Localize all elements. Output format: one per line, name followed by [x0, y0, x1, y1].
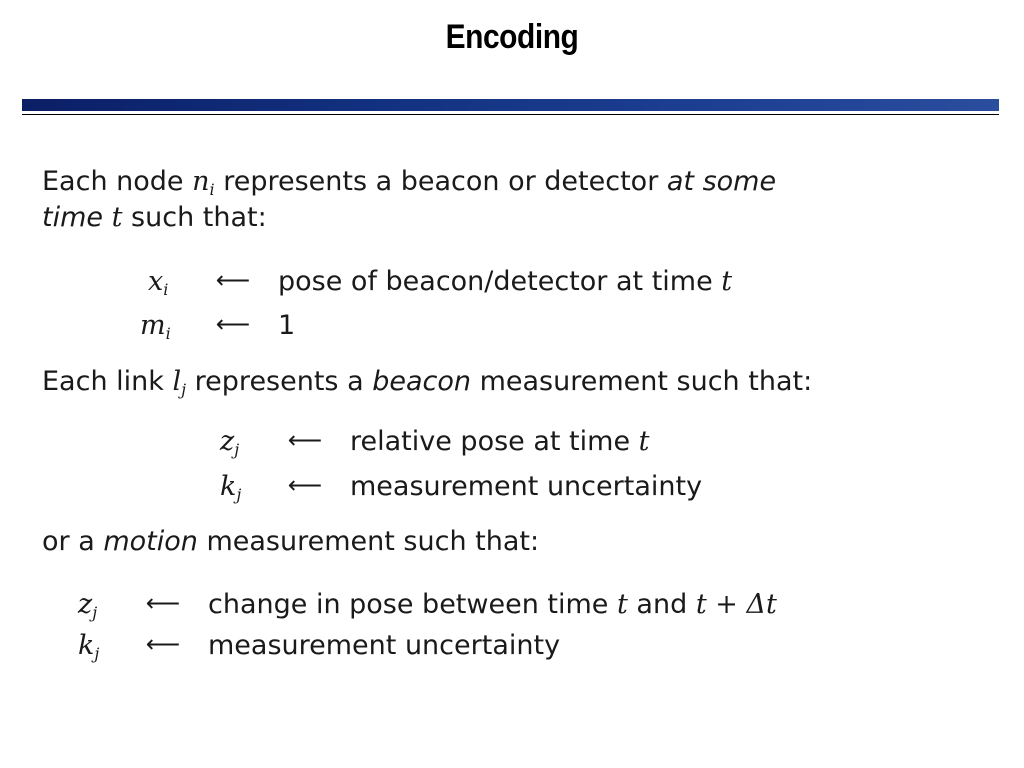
eq-lhs-symbol: z	[78, 589, 93, 620]
link-var-symbol: l	[172, 366, 182, 397]
eq-rhs-math: t + Δt	[695, 589, 777, 620]
node-eq-row	[148, 264, 732, 300]
motion-text-suffix: measurement such that:	[197, 526, 540, 557]
motion-text-emphasis: motion	[103, 526, 198, 557]
eq-rhs-text: pose of beacon/detector at time	[278, 266, 722, 297]
left-arrow-icon: ⟵	[145, 589, 181, 617]
left-arrow-icon: ⟵	[215, 310, 251, 338]
motion-text-prefix: or a	[42, 526, 104, 557]
eq-rhs-var: t	[616, 589, 628, 620]
eq-rhs	[350, 424, 650, 460]
eq-lhs-symbol: z	[220, 426, 235, 457]
eq-lhs-subscript: j	[234, 440, 240, 459]
eq-lhs	[148, 264, 188, 300]
link-text-prefix: Each link	[42, 366, 173, 397]
motion-eq-row	[78, 587, 777, 623]
node-line2-emphasis: time	[42, 202, 104, 233]
eq-lhs	[78, 587, 118, 623]
motion-eq-row	[78, 628, 560, 664]
title-rule-bar	[22, 99, 999, 111]
left-arrow-icon: ⟵	[145, 630, 181, 658]
eq-lhs-symbol: k	[78, 630, 95, 661]
link-definition-line	[42, 364, 812, 400]
eq-rhs-text: 1	[278, 310, 296, 341]
node-text-prefix: Each node	[42, 166, 193, 197]
node-eq-row	[140, 308, 295, 344]
slide-title: Encoding	[445, 18, 579, 56]
eq-lhs-symbol: x	[148, 266, 164, 297]
left-arrow-icon: ⟵	[287, 426, 323, 454]
node-definition-line-1	[42, 164, 776, 200]
left-arrow-icon: ⟵	[287, 471, 323, 499]
node-text-middle: represents a beacon or detector	[214, 166, 667, 197]
motion-definition-line	[42, 524, 539, 560]
eq-lhs	[220, 424, 260, 460]
link-text-emphasis: beacon	[372, 366, 471, 397]
eq-lhs-symbol: m	[140, 310, 166, 341]
eq-lhs-subscript: i	[163, 280, 169, 299]
link-text-middle: represents a	[186, 366, 373, 397]
eq-lhs	[220, 469, 260, 505]
eq-rhs	[278, 264, 732, 300]
eq-rhs	[278, 308, 295, 344]
eq-rhs	[350, 469, 702, 505]
eq-rhs-text: change in pose between time	[208, 589, 617, 620]
eq-rhs-text: relative pose at time	[350, 426, 639, 457]
eq-lhs-subscript: j	[92, 603, 98, 622]
eq-rhs-var: t	[721, 266, 733, 297]
node-var-subscript: i	[209, 180, 215, 199]
node-variable	[192, 166, 215, 197]
node-var-symbol: n	[192, 166, 210, 197]
beacon-eq-row	[220, 424, 650, 460]
eq-rhs-text: measurement uncertainty	[208, 630, 561, 661]
eq-lhs-subscript: j	[236, 485, 242, 504]
link-var-subscript: j	[181, 380, 187, 399]
link-variable	[172, 366, 186, 397]
eq-rhs-text: measurement uncertainty	[350, 471, 703, 502]
node-line2-text: such that:	[122, 202, 267, 233]
eq-lhs	[78, 628, 118, 664]
link-text-suffix: measurement such that:	[471, 366, 813, 397]
eq-rhs	[208, 628, 560, 664]
eq-lhs-symbol: k	[220, 471, 237, 502]
title-rule-line	[22, 114, 999, 115]
eq-lhs-subscript: j	[94, 644, 100, 663]
eq-lhs-subscript: i	[165, 324, 171, 343]
node-line2-var: t	[111, 202, 123, 233]
eq-rhs	[208, 587, 777, 623]
left-arrow-icon: ⟵	[215, 266, 251, 294]
eq-rhs-tail: and	[627, 589, 696, 620]
beacon-eq-row	[220, 469, 702, 505]
node-text-emphasis: at some	[666, 166, 777, 197]
eq-lhs	[140, 308, 188, 344]
node-definition-line-2	[42, 200, 267, 236]
eq-rhs-var: t	[638, 426, 650, 457]
